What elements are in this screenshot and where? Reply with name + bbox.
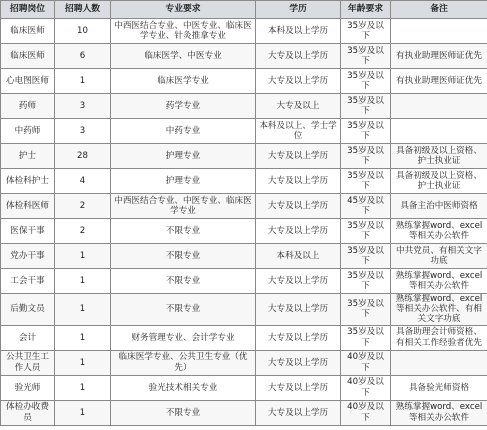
major-cell: 临床医学专业、公共卫生专业（优先） [111,350,256,375]
major-cell: 不限专业 [111,244,256,269]
count-cell: 3 [55,94,111,119]
count-cell: 10 [55,19,111,44]
age-cell: 40岁及以下 [341,400,391,425]
education-cell: 大专及以上学历 [256,169,341,194]
table-row [1,244,487,269]
table-row [1,69,487,94]
count-cell: 1 [55,400,111,425]
post-cell: 中药师 [1,119,55,144]
age-cell: 40岁及以下 [341,375,391,400]
age-cell: 35岁及以下 [341,144,391,169]
note-cell: 具备初级及以上资格、护士执业证 [391,169,487,194]
education-cell: 大专及以上学历 [256,400,341,425]
post-cell: 临床医师 [1,44,55,69]
age-cell: 35岁及以下 [341,169,391,194]
post-cell: 党办干事 [1,244,55,269]
age-cell: 35岁及以下 [341,269,391,294]
education-cell: 大专及以上学历 [256,219,341,244]
count-cell: 28 [55,144,111,169]
count-cell: 1 [55,350,111,375]
major-cell: 财务管理专业、会计学专业 [111,325,256,350]
post-cell: 心电图医师 [1,69,55,94]
major-cell: 不限专业 [111,294,256,326]
post-cell: 体检科护士 [1,169,55,194]
post-cell: 体检科医师 [1,194,55,219]
major-cell: 验光技术相关专业 [111,375,256,400]
table-row [1,269,487,294]
age-cell: 35岁及以下 [341,325,391,350]
major-cell: 中西医结合专业、中医专业、临床医学专业、针灸推拿专业 [111,19,256,44]
note-cell [391,350,487,375]
note-cell: 熟练掌握word、excel等相关办公软件、有相关文字功底 [391,294,487,326]
note-cell: 具备助理会计师资格、有相关工作经验者优先 [391,325,487,350]
table-row [1,144,487,169]
age-cell: 35岁及以下 [341,219,391,244]
education-cell: 大专及以上学历 [256,269,341,294]
education-cell: 大专及以上 [256,94,341,119]
table-row [1,350,487,375]
post-cell: 医保干事 [1,219,55,244]
education-cell: 大专及以上学历 [256,325,341,350]
header-major: 专业要求 [111,1,256,19]
count-cell: 1 [55,325,111,350]
post-cell: 公共卫生工作人员 [1,350,55,375]
education-cell: 大专及以上学历 [256,294,341,326]
note-cell: 具备验光师资格 [391,375,487,400]
major-cell: 中药专业 [111,119,256,144]
education-cell: 本科及以上 [256,244,341,269]
major-cell: 不限专业 [111,219,256,244]
age-cell: 45岁及以下 [341,194,391,219]
major-cell: 护理专业 [111,169,256,194]
major-cell: 临床医学专业 [111,69,256,94]
note-cell [391,119,487,144]
note-cell: 中共党员、有相关文字功底 [391,244,487,269]
post-cell: 会计 [1,325,55,350]
major-cell: 临床医学、中医专业 [111,44,256,69]
header-note: 备注 [391,1,487,19]
major-cell: 不限专业 [111,269,256,294]
age-cell: 35岁及以下 [341,44,391,69]
education-cell: 大专及以上学历 [256,350,341,375]
education-cell: 本科及以上、学士学位 [256,119,341,144]
count-cell: 1 [55,269,111,294]
count-cell: 6 [55,44,111,69]
education-cell: 大专及以上学历 [256,144,341,169]
table-row [1,19,487,44]
age-cell: 40岁及以下 [341,350,391,375]
count-cell: 1 [55,294,111,326]
table-row [1,400,487,425]
age-cell: 35岁及以下 [341,244,391,269]
table-row [1,219,487,244]
table-row [1,325,487,350]
note-cell [391,94,487,119]
age-cell: 35岁及以下 [341,294,391,326]
post-cell: 工会干事 [1,269,55,294]
age-cell: 35岁及以下 [341,69,391,94]
table-row [1,375,487,400]
note-cell: 具备初级及以上资格、护士执业证 [391,144,487,169]
count-cell: 1 [55,69,111,94]
note-cell: 具备主治中医师资格 [391,194,487,219]
table-row [1,294,487,326]
table-header-row [1,1,487,19]
note-cell [391,19,487,44]
education-cell: 大专及以上学历 [256,44,341,69]
major-cell: 中西医结合专业、中医专业、临床医学专业 [111,194,256,219]
header-post: 招聘岗位 [1,1,55,19]
table-row [1,44,487,69]
post-cell: 验光师 [1,375,55,400]
table-row [1,194,487,219]
count-cell: 2 [55,219,111,244]
count-cell: 1 [55,244,111,269]
table-row [1,169,487,194]
post-cell: 体检办收费员 [1,400,55,425]
header-age: 年龄要求 [341,1,391,19]
header-education: 学历 [256,1,341,19]
major-cell: 不限专业 [111,400,256,425]
count-cell: 3 [55,119,111,144]
count-cell: 4 [55,169,111,194]
age-cell: 35岁及以下 [341,19,391,44]
education-cell: 大专及以上学历 [256,194,341,219]
count-cell: 2 [55,194,111,219]
header-count: 招聘人数 [55,1,111,19]
education-cell: 大专及以上学历 [256,69,341,94]
post-cell: 药师 [1,94,55,119]
note-cell: 有执业助理医师证优先 [391,69,487,94]
note-cell: 熟练掌握word、excel等相关办公软件 [391,400,487,425]
post-cell: 后勤文员 [1,294,55,326]
note-cell: 有执业助理医师证优先 [391,44,487,69]
note-cell: 熟练掌握word、excel等相关办公软件 [391,269,487,294]
table-row [1,94,487,119]
major-cell: 药学专业 [111,94,256,119]
education-cell: 大专及以上学历 [256,375,341,400]
education-cell: 本科及以上学历 [256,19,341,44]
age-cell: 35岁及以下 [341,119,391,144]
note-cell: 熟练掌握word、excel等相关办公软件 [391,219,487,244]
major-cell: 护理专业 [111,144,256,169]
post-cell: 临床医师 [1,19,55,44]
count-cell: 1 [55,375,111,400]
table-row [1,119,487,144]
post-cell: 护士 [1,144,55,169]
age-cell: 35岁及以下 [341,94,391,119]
